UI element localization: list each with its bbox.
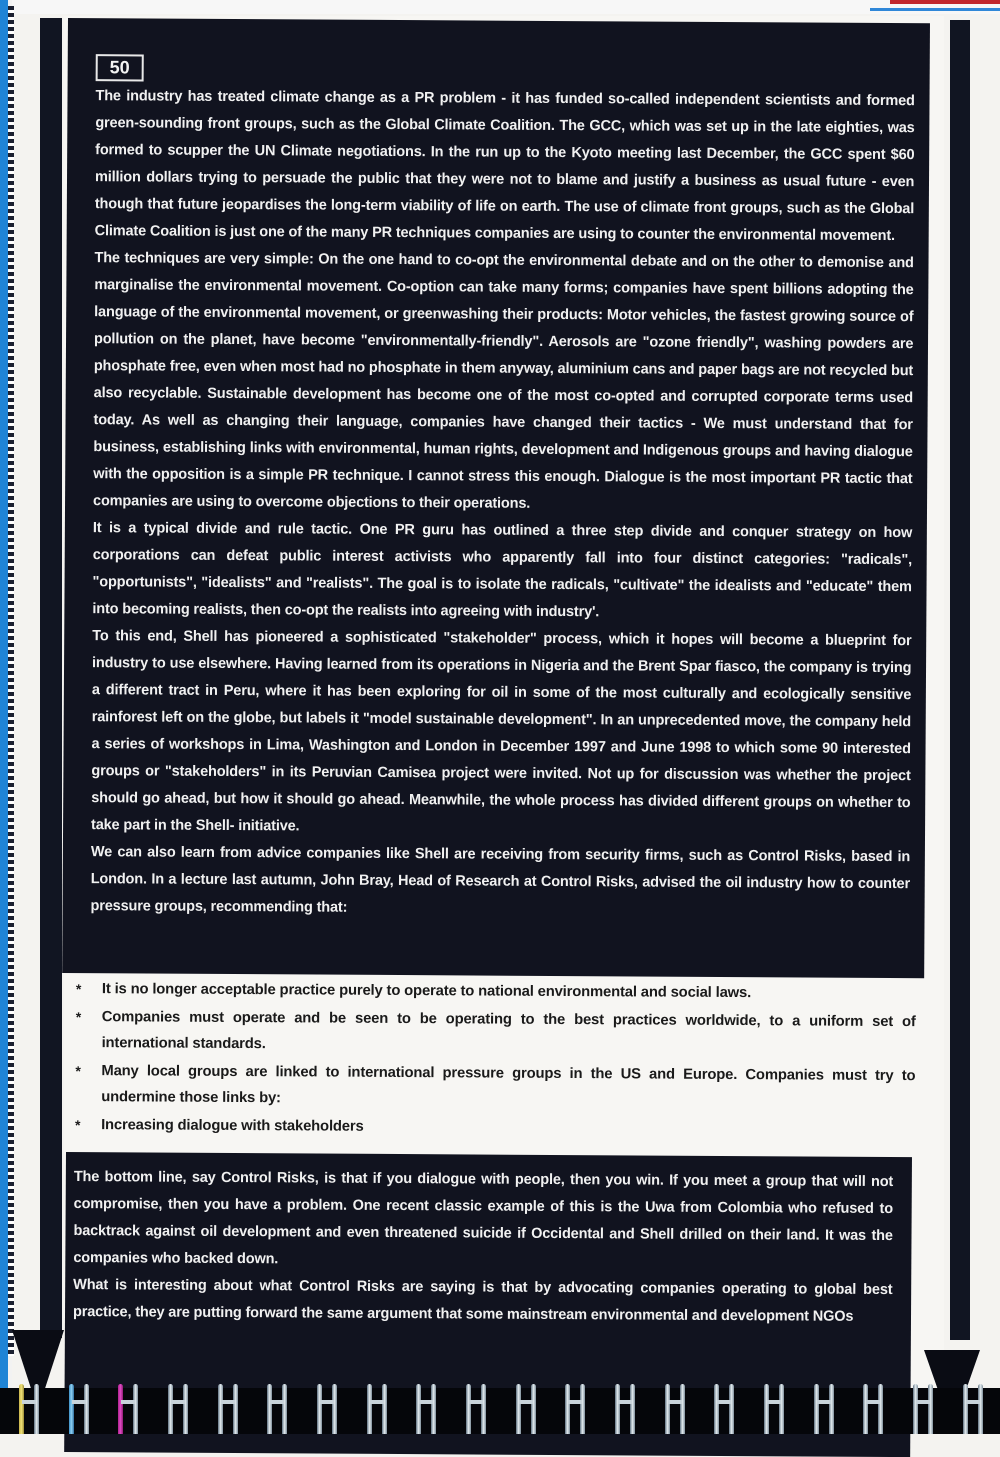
ring-part bbox=[416, 1384, 421, 1434]
blue-binding-band bbox=[0, 0, 8, 1390]
ring-part bbox=[665, 1384, 670, 1434]
ring-part bbox=[916, 1400, 930, 1404]
spiral-ring-icon bbox=[662, 1378, 688, 1434]
ring-part bbox=[118, 1384, 123, 1434]
ring-part bbox=[615, 1384, 620, 1434]
spiral-ring-icon bbox=[215, 1378, 241, 1434]
recommendations-list bbox=[75, 976, 916, 1145]
spiral-ring-icon bbox=[16, 1378, 42, 1434]
spiral-ring-icon bbox=[562, 1378, 588, 1434]
ring-part bbox=[267, 1384, 272, 1434]
paragraph: What is interesting about what Control Risks are saying is that by advocating companies operating to global best practice, they are putting forward the same argument that some mainstream environmental and development NGOs bbox=[72, 1277, 893, 1325]
ring-part bbox=[133, 1384, 138, 1434]
ring-part bbox=[22, 1400, 36, 1404]
ring-part bbox=[218, 1384, 223, 1434]
list-item-text: It is no longer acceptable practice purely to operate to national environmental and social laws. bbox=[101, 981, 752, 1002]
ring-part bbox=[966, 1400, 980, 1404]
ring-part bbox=[729, 1384, 734, 1434]
ring-part bbox=[382, 1384, 387, 1434]
paragraph: The techniques are very simple: On the one hand to co-opt the environmental debate and on the other to demonise and marginalise the environmental movement. Co-option can take many forms; companies have spent billions adopting the language of the environmental movement, or greenwashing their products: Motor vehicles, the fastest growing source of pollution on the planet, have become "environmentally-friendly". Aerosols are "ozone friendly", washing powders are phosphate free, even when most had no phosphate in them anyway, aluminium cans and paper bags are not recycled but also recyclable. Sustainable development has become one of the most co-opted and corrupted corporate terms used today. As well as changing their language, companies have changed their tactics - We must understand that for business, establishing links with environmental, human rights, development and Indigenous groups and having dialogue with the opposition is a simple PR technique. I cannot stress this enough. Dialogue is the most important PR tactic that companies are using to overcome objections to their operations. bbox=[93, 250, 914, 512]
left-binding-edge bbox=[0, 0, 12, 1434]
bullet-star-icon: * bbox=[75, 1008, 82, 1026]
paragraph: To this end, Shell has pioneered a sophisticated "stakeholder" process, which it hopes will become a blueprint for industry to use elsewhere. Having learned from its operations in Nigeria and the Brent Spar fiasco, the company is trying a different tract in Peru, where it has been exploring for oil in some of the most culturally and ecologically sensitive rainforest left on the globe, but labels it "model sustainable development". In an unprecedented move, the company held a series of workshops in Lima, Washington and London in December 1997 and June 1998 to which some 90 interested groups or "stakeholders" in its Peruvian Camisea project were invited. Not up for discussion was whether the project should go ahead, but how it should go ahead. Meanwhile, the whole process has divided different groups on whether to take part in the Shell- initiative. bbox=[91, 628, 912, 835]
ring-part bbox=[618, 1400, 632, 1404]
ring-part bbox=[84, 1384, 89, 1434]
ring-part bbox=[370, 1400, 384, 1404]
ring-part bbox=[519, 1400, 533, 1404]
ring-part bbox=[779, 1384, 784, 1434]
ring-part bbox=[332, 1384, 337, 1434]
ring-part bbox=[367, 1384, 372, 1434]
spiral-ring-icon bbox=[364, 1378, 390, 1434]
spiral-ring-icon bbox=[115, 1378, 141, 1434]
ring-part bbox=[233, 1384, 238, 1434]
paragraph: The industry has treated climate change as a PR problem - it has funded so-called independent scientists and formed green-sounding front groups, such as the Global Climate Coalition. The GCC, which was set up in the late eighties, was formed to scupper the UN Climate negotiations. In the run up to the Kyoto meeting last December, the GCC spent $60 million dollars trying to persuade the public that they were not to blame and justify a business as usual future - even though that future jeopardises the long-term viability of life on earth. The use of climate front groups, such as the Global Climate Coalition is just one of the many PR techniques companies are using to counter the environmental movement. bbox=[94, 88, 915, 245]
article-block-top bbox=[62, 18, 930, 978]
ring-part bbox=[270, 1400, 284, 1404]
ring-part bbox=[866, 1400, 880, 1404]
page-number: 50 bbox=[96, 54, 144, 81]
list-item-text: Many local groups are linked to international pressure groups in the US and Europe. Companies must try to undermine those links by: bbox=[101, 1063, 916, 1107]
ring-part bbox=[565, 1384, 570, 1434]
bullet-star-icon: * bbox=[75, 1116, 81, 1134]
ring-part bbox=[764, 1384, 769, 1434]
ring-part bbox=[714, 1384, 719, 1434]
list-item bbox=[76, 1004, 916, 1061]
spiral-ring-icon bbox=[761, 1378, 787, 1434]
top-edge-strip bbox=[0, 0, 1000, 14]
ring-part bbox=[221, 1400, 235, 1404]
spiral-ring-icon bbox=[314, 1378, 340, 1434]
spiral-ring-icon bbox=[264, 1378, 290, 1434]
ring-part bbox=[317, 1384, 322, 1434]
ring-part bbox=[630, 1384, 635, 1434]
list-item-text: Increasing dialogue with stakeholders bbox=[101, 1117, 364, 1135]
ring-part bbox=[466, 1384, 471, 1434]
ring-part bbox=[814, 1384, 819, 1434]
ring-part bbox=[913, 1384, 918, 1434]
spiral-ring-icon bbox=[711, 1378, 737, 1434]
bullet-star-icon: * bbox=[75, 1062, 81, 1080]
spiral-ring-icon bbox=[165, 1378, 191, 1434]
perforation-strip bbox=[8, 6, 14, 1356]
ring-part bbox=[121, 1400, 135, 1404]
spiral-ring-icon bbox=[960, 1378, 986, 1434]
list-item bbox=[75, 1058, 915, 1115]
spiral-ring-icon bbox=[413, 1378, 439, 1434]
ring-part bbox=[320, 1400, 334, 1404]
ring-part bbox=[419, 1400, 433, 1404]
list-item bbox=[75, 1112, 915, 1143]
list-item-text: Companies must operate and be seen to be operating to the best practices worldwide, to a uniform set of international standards. bbox=[101, 1009, 916, 1053]
top-blue-stripe bbox=[870, 8, 1000, 11]
spiral-ring-icon bbox=[860, 1378, 886, 1434]
paragraph: The bottom line, say Control Risks, is that if you dialogue with people, then you win. If you meet a group that will not compromise, then you have a problem. One recent classic example of this is the Uwa from Colombia who refused to backtrack against oil development and even threatened suicide if Occidental and Shell drilled on their land. It was the companies who backed down. bbox=[73, 1169, 894, 1268]
ring-part bbox=[580, 1384, 585, 1434]
spiral-ring-icon bbox=[910, 1378, 936, 1434]
paragraph: We can also learn from advice companies like Shell are receiving from security firms, such as Control Risks, based in London. In a lecture last autumn, John Bray, Head of Research at Control Risks, advised the oil industry how to counter pressure groups, recommending that: bbox=[90, 844, 911, 916]
ring-part bbox=[69, 1384, 74, 1434]
paragraph: It is a typical divide and rule tactic. One PR guru has outlined a three step divide and conquer strategy on how corporations can defeat public interest activists who apparently fall into four distinct categories: "radicals", "opportunists", "idealists" and "realists". The goal is to isolate the radicals, "cultivate" the idealists and "educate" them into becoming realists, then co-opt the realists into agreeing with industry'. bbox=[92, 520, 913, 621]
spiral-ring-icon bbox=[463, 1378, 489, 1434]
spiral-ring-icon bbox=[612, 1378, 638, 1434]
right-arrow-shaft bbox=[950, 20, 970, 1340]
ring-part bbox=[168, 1384, 173, 1434]
ring-part bbox=[878, 1384, 883, 1434]
ring-part bbox=[767, 1400, 781, 1404]
top-red-stripe bbox=[890, 0, 1000, 4]
ring-part bbox=[481, 1384, 486, 1434]
ring-part bbox=[19, 1384, 24, 1434]
spiral-ring-icon bbox=[811, 1378, 837, 1434]
ring-part bbox=[817, 1400, 831, 1404]
ring-part bbox=[668, 1400, 682, 1404]
ring-part bbox=[978, 1384, 983, 1434]
ring-part bbox=[282, 1384, 287, 1434]
ring-part bbox=[516, 1384, 521, 1434]
list-item bbox=[76, 976, 916, 1007]
ring-part bbox=[928, 1384, 933, 1434]
ring-part bbox=[829, 1384, 834, 1434]
ring-part bbox=[717, 1400, 731, 1404]
ring-part bbox=[183, 1384, 188, 1434]
ring-part bbox=[431, 1384, 436, 1434]
ring-part bbox=[531, 1384, 536, 1434]
ring-part bbox=[680, 1384, 685, 1434]
spiral-ring-icon bbox=[513, 1378, 539, 1434]
ring-part bbox=[863, 1384, 868, 1434]
bullet-star-icon: * bbox=[75, 980, 82, 998]
ring-part bbox=[963, 1384, 968, 1434]
ring-part bbox=[469, 1400, 483, 1404]
ring-part bbox=[568, 1400, 582, 1404]
ring-part bbox=[72, 1400, 86, 1404]
spiral-binding bbox=[16, 1378, 986, 1434]
spiral-ring-icon bbox=[66, 1378, 92, 1434]
left-arrow-shaft bbox=[40, 18, 62, 1338]
ring-part bbox=[171, 1400, 185, 1404]
ring-part bbox=[34, 1384, 39, 1434]
